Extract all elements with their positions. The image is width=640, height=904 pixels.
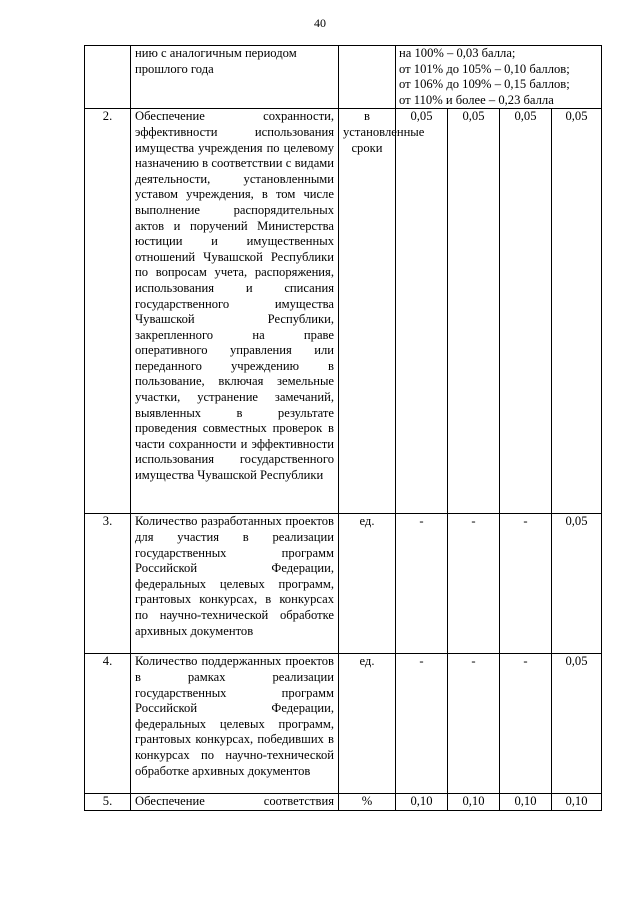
value-cell: 0,10 (500, 794, 552, 811)
value-cell: - (448, 654, 500, 794)
indicators-table (84, 45, 602, 811)
row-number: 4. (85, 654, 131, 794)
value-cell: 0,05 (552, 654, 602, 794)
indicator-name: Обеспечение соответствия (131, 794, 339, 811)
unit-cell (339, 46, 396, 109)
criteria-line: от 110% и более – 0,23 балла (399, 92, 554, 107)
criteria-line: от 101% до 105% – 0,10 баллов; (399, 61, 570, 76)
indicator-name-line: прошлого года (135, 61, 214, 76)
row-number-cell (85, 46, 131, 109)
value-cell: - (396, 514, 448, 654)
value-cell: - (448, 514, 500, 654)
value-cell: 0,05 (552, 514, 602, 654)
criteria-line: на 100% – 0,03 балла; (399, 46, 516, 60)
unit-of-measure: ед. (339, 654, 396, 794)
indicator-name-cell (131, 46, 339, 109)
value-cell: 0,10 (448, 794, 500, 811)
row-number: 2. (85, 109, 131, 514)
indicator-name-line: нию с аналогичным периодом (135, 46, 297, 60)
unit-of-measure: ед. (339, 514, 396, 654)
table-row (85, 109, 602, 514)
table-row-continuation (85, 46, 602, 109)
row-number: 5. (85, 794, 131, 811)
row-number: 3. (85, 514, 131, 654)
unit-of-measure: % (339, 794, 396, 811)
table-row (85, 514, 602, 654)
table-row (85, 654, 602, 794)
value-cell: 0,10 (552, 794, 602, 811)
criteria-line: от 106% до 109% – 0,15 баллов; (399, 77, 570, 92)
value-cell: 0,10 (396, 794, 448, 811)
unit-of-measure: в установленные сроки (339, 109, 396, 514)
criteria-cell (396, 46, 602, 109)
value-cell: - (500, 514, 552, 654)
page-number: 40 (314, 16, 326, 30)
value-cell: 0,05 (552, 109, 602, 514)
value-cell: 0,05 (396, 109, 448, 514)
table-row (85, 794, 602, 811)
value-cell: - (500, 654, 552, 794)
value-cell: 0,05 (500, 109, 552, 514)
value-cell: - (396, 654, 448, 794)
value-cell: 0,05 (448, 109, 500, 514)
indicator-name: Обеспечение сохранности, эффективности использования имущества учреждения по целевому назначению в соответствии с видами деятельности, установленными уставом учреждения, в том числе выполнение распорядительных актов и поручений Министерства юстиции и имущественных отношений Чувашской Республики по вопросам учета, распоряжения, использования и списания государственного имущества Чувашской Республики, закрепленного на праве оперативного управления или переданного учреждению в пользование, включая земельные участки, устранение замечаний, выявленных в результате проведения совместных проверок в части сохранности и эффективности использования государственного имущества Чувашской Республики (131, 109, 339, 514)
indicator-name: Количество разработанных проектов для участия в реализации государственных программ Российской Федерации, федеральных целевых программ, грантовых конкурсах, в конкурсах по научно-технической обработке архивных документов (131, 514, 339, 654)
indicator-name: Количество поддержанных проектов в рамках реализации государственных программ Российской Федерации, федеральных целевых программ, грантовых конкурсах, победивших в конкурсах по научно-технической обработке архивных документов (131, 654, 339, 794)
